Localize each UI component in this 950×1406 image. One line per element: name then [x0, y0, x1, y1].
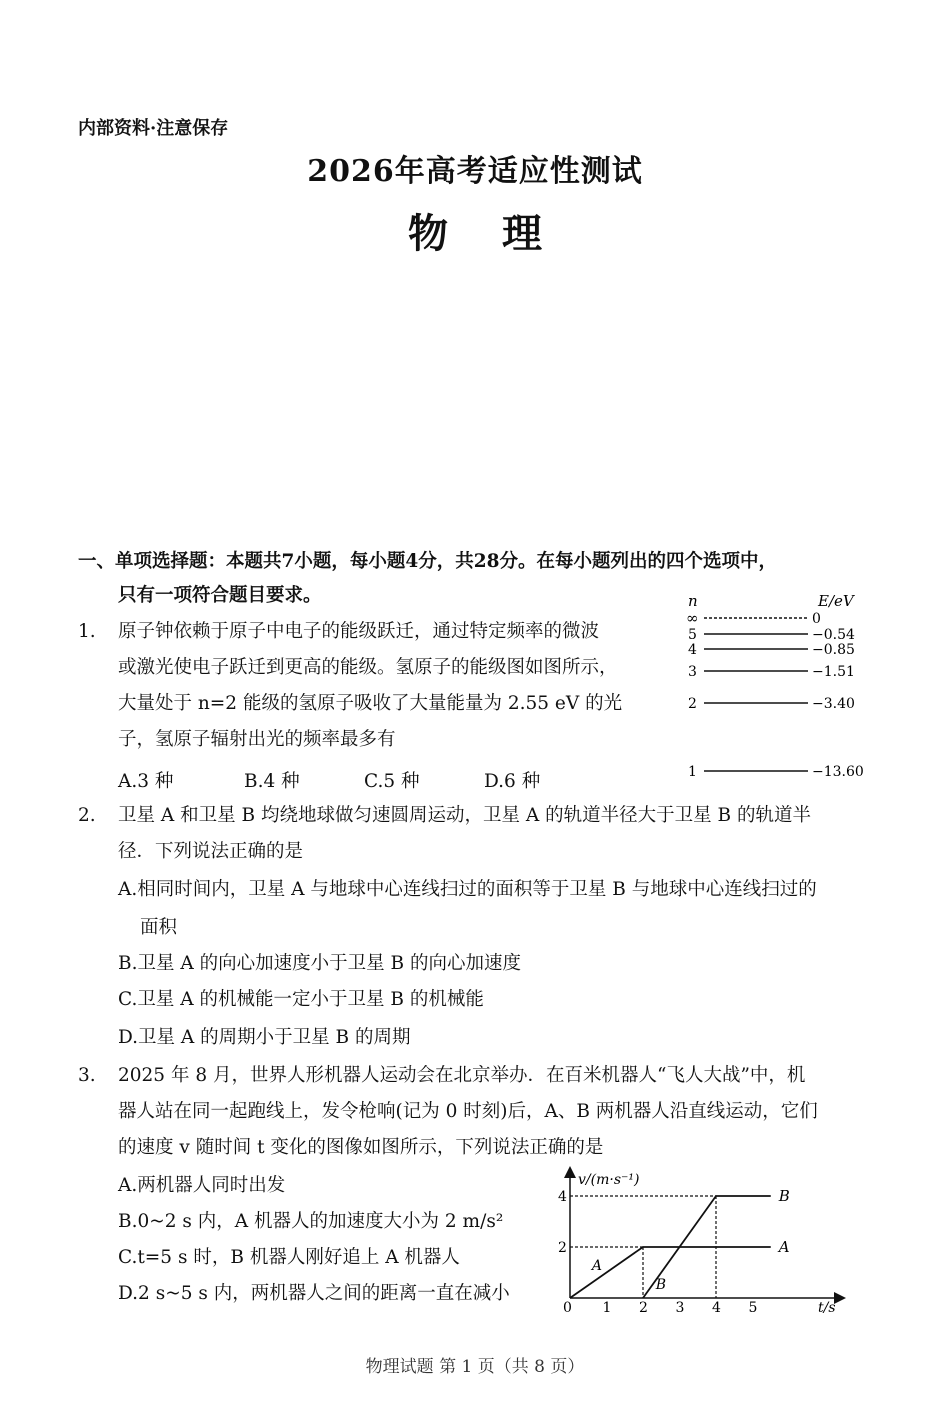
- q2-line: 径．下列说法正确的是: [118, 841, 304, 862]
- q1-option-b[interactable]: B.4 种: [244, 771, 300, 792]
- level-energy-label: −1.51: [812, 664, 855, 680]
- level-energy-label: −13.60: [812, 764, 864, 780]
- q1-line: 或激光使电子跃迁到更高的能级。氢原子的能级图如图所示，: [118, 657, 618, 678]
- x-tick-label: 3: [675, 1300, 685, 1316]
- series-b-inner-label: B: [655, 1277, 667, 1294]
- y-tick-label: 2: [558, 1240, 567, 1256]
- energy-level-diagram: [680, 588, 880, 788]
- q2-number: 2.: [78, 805, 96, 826]
- q3-option-a[interactable]: A.两机器人同时出发: [118, 1175, 286, 1196]
- origin-label: 0: [563, 1300, 572, 1316]
- x-tick-label: 4: [712, 1300, 721, 1316]
- section-heading-line2: 只有一项符合题目要求。: [118, 585, 322, 606]
- y-tick-labels: [558, 1189, 567, 1256]
- level-energy-label: −0.54: [812, 627, 855, 643]
- n-axis-label: n: [688, 592, 698, 610]
- q1-line: 大量处于 n=2 能级的氢原子吸收了大量能量为 2.55 eV 的光: [118, 693, 623, 714]
- q1-line: 原子钟依赖于原子中电子的能级跃迁，通过特定频率的微波: [118, 621, 600, 642]
- velocity-time-graph: [550, 1166, 850, 1316]
- subject-title: 物 理: [408, 210, 542, 257]
- series-a-end-label: A: [778, 1238, 790, 1256]
- q3-line: 的速度 v 随时间 t 变化的图像如图所示，下列说法正确的是: [118, 1137, 604, 1158]
- q3-line: 器人站在同一起跑线上，发令枪响(记为 0 时刻)后，A、B 两机器人沿直线运动，它们: [118, 1101, 818, 1122]
- x-tick-label: 1: [602, 1300, 612, 1316]
- exam-title: 2026年高考适应性测试: [307, 154, 643, 189]
- level-n-label: 1: [688, 764, 697, 780]
- x-axis-label: t/s: [818, 1300, 836, 1316]
- q3-number: 3.: [78, 1065, 96, 1086]
- q2-option-a-cont: 面积: [140, 917, 178, 938]
- q1-option-d[interactable]: D.6 种: [484, 771, 541, 792]
- level-n-label: 2: [688, 696, 697, 712]
- q1-line: 子，氢原子辐射出光的频率最多有: [118, 729, 396, 750]
- level-n-label: 3: [688, 664, 697, 680]
- y-tick-label: 4: [558, 1189, 567, 1205]
- q1-option-a[interactable]: A.3 种: [118, 771, 174, 792]
- q3-line: 2025 年 8 月，世界人形机器人运动会在北京举办．在百米机器人“飞人大战”中，机: [118, 1065, 806, 1086]
- q3-option-b[interactable]: B.0~2 s 内，A 机器人的加速度大小为 2 m/s²: [118, 1211, 504, 1232]
- q2-option-b[interactable]: B.卫星 A 的向心加速度小于卫星 B 的向心加速度: [118, 953, 521, 974]
- q2-option-a[interactable]: A.相同时间内，卫星 A 与地球中心连线扫过的面积等于卫星 B 与地球中心连线扫过的: [118, 879, 817, 900]
- q1-number: 1.: [78, 621, 96, 642]
- level-n-label: ∞: [686, 609, 699, 627]
- x-tick-label: 2: [639, 1300, 648, 1316]
- level-energy-label: −3.40: [812, 696, 855, 712]
- section-heading-line1: 一、单项选择题：本题共7小题，每小题4分，共28分。在每小题列出的四个选项中，: [78, 551, 777, 572]
- q2-option-c[interactable]: C.卫星 A 的机械能一定小于卫星 B 的机械能: [118, 989, 484, 1010]
- page-footer: 物理试题 第 1 页（共 8 页）: [365, 1357, 585, 1377]
- q2-option-d[interactable]: D.卫星 A 的周期小于卫星 B 的周期: [118, 1027, 411, 1048]
- series-b-end-label: B: [778, 1187, 790, 1205]
- e-axis-label: E/eV: [818, 592, 854, 610]
- confidential-note: 内部资料·注意保存: [78, 118, 229, 139]
- y-axis-label: v/(m·s⁻¹): [578, 1172, 640, 1188]
- q3-option-d[interactable]: D.2 s~5 s 内，两机器人之间的距离一直在减小: [118, 1283, 510, 1304]
- x-tick-labels: [603, 1300, 758, 1316]
- level-n-label: 4: [688, 642, 697, 658]
- level-energy-label: −0.85: [812, 642, 855, 658]
- level-n-label: 5: [688, 627, 697, 643]
- q3-option-c[interactable]: C.t=5 s 时，B 机器人刚好追上 A 机器人: [118, 1247, 460, 1268]
- series-a-inner-label: A: [591, 1257, 603, 1274]
- level-energy-label: 0: [812, 611, 821, 627]
- x-tick-label: 5: [748, 1300, 758, 1316]
- q1-option-c[interactable]: C.5 种: [364, 771, 420, 792]
- q2-line: 卫星 A 和卫星 B 均绕地球做匀速圆周运动，卫星 A 的轨道半径大于卫星 B 的轨道半: [118, 805, 811, 826]
